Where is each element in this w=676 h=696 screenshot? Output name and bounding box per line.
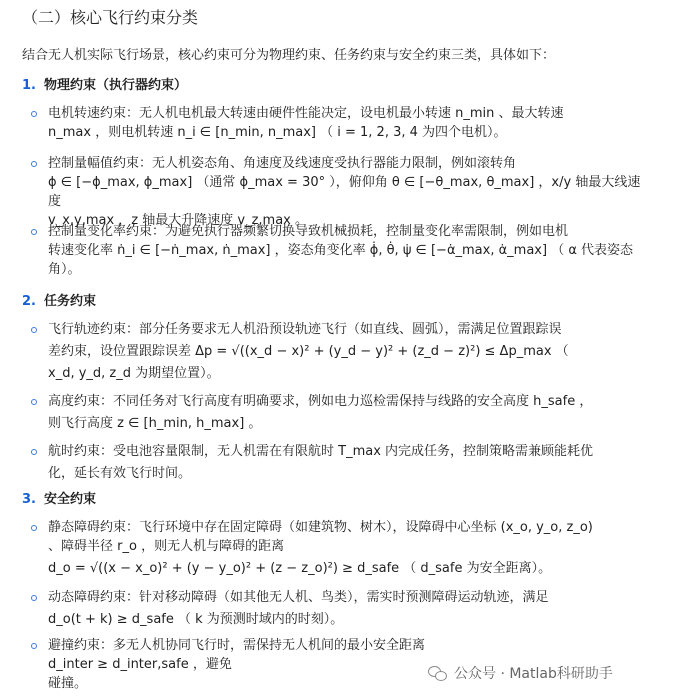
bullet-icon — [31, 327, 37, 333]
list-item-control-rate — [48, 222, 644, 279]
bullet-icon — [31, 399, 37, 405]
section-title: （二）核心飞行约束分类 — [22, 8, 199, 27]
item-line: ϕ ∈ [−ϕ_max, ϕ_max] （通常 ϕ_max = 30° ），俯仰角 θ ∈ [−θ_max, θ_max] ，x/y 轴最大线速度 — [48, 175, 641, 209]
category-number: 1. — [22, 78, 36, 93]
intro-paragraph: 结合无人机实际飞行场景，核心约束可分为物理约束、任务约束与安全约束三类，具体如下： — [22, 48, 556, 63]
watermark-text: 公众号 · Matlab科研助手 — [454, 665, 613, 682]
item-line: 化，延长有效飞行时间。 — [48, 466, 192, 481]
item-line: 航时约束：受电池容量限制，无人机需在有限航时 T_max 内完成任务，控制策略需兼顾能耗优 — [48, 444, 594, 459]
bullet-icon — [31, 161, 37, 167]
category-heading-physical — [22, 76, 187, 95]
item-line: 电机转速约束：无人机电机最大转速由硬件性能决定，设电机最小转速 n_min 、最大转速 — [48, 106, 564, 121]
list-item-altitude — [48, 392, 644, 433]
list-item-motor-speed — [48, 104, 644, 142]
item-line: 角）。 — [48, 262, 81, 277]
item-line: n_max ，则电机转速 n_i ∈ [n_min, n_max] （ i = 1, 2, 3, 4 为四个电机）。 — [48, 125, 507, 140]
wechat-icon — [428, 666, 448, 682]
item-line: 高度约束：不同任务对飞行高度有明确要求，例如电力巡检需保持与线路的安全高度 h_safe ， — [48, 394, 593, 409]
item-line: 控制量幅值约束：无人机姿态角、角速度及线速度受执行器能力限制，例如滚转角 — [48, 156, 517, 171]
category-heading-task — [22, 292, 96, 311]
item-line: x_d, y_d, z_d 为期望位置）。 — [48, 366, 220, 381]
item-line: 差约束，设位置跟踪误差 Δp = √((x_d − x)² + (y_d − y)² + (z_d − z)²) ≤ Δp_max （ — [48, 344, 569, 359]
category-title: 任务约束 — [43, 294, 96, 309]
category-title: 安全约束 — [43, 492, 96, 507]
category-number: 2. — [22, 294, 36, 309]
list-item-control-amplitude — [48, 154, 644, 230]
item-line: d_o(t + k) ≥ d_safe （ k 为预测时域内的时刻）。 — [48, 612, 344, 627]
item-line: 避撞约束：多无人机协同飞行时，需保持无人机间的最小安全距离 d_inter ≥ d_inter,safe ，避免 — [48, 638, 426, 672]
list-item-dynamic-obstacle — [48, 588, 644, 629]
bullet-icon — [31, 111, 37, 117]
item-line: 碰撞。 — [48, 676, 88, 691]
bullet-icon — [31, 229, 37, 235]
item-line: 则飞行高度 z ∈ [h_min, h_max] 。 — [48, 416, 262, 431]
bullet-icon — [31, 595, 37, 601]
item-line: d_o = √((x − x_o)² + (y − y_o)² + (z − z_o)²) ≥ d_safe （ d_safe 为安全距离）。 — [48, 561, 552, 576]
item-line: 控制量变化率约束：为避免执行器频繁切换导致机械损耗，控制量变化率需限制，例如电机 — [48, 224, 569, 239]
list-item-endurance — [48, 442, 644, 483]
item-line: v_x,y,max ，z 轴最大升降速度 v_z,max 。 — [48, 213, 308, 228]
category-title: 物理约束（执行器约束） — [43, 78, 187, 93]
bullet-icon — [31, 525, 37, 531]
watermark — [428, 662, 613, 686]
list-item-static-obstacle — [48, 518, 644, 578]
item-line: 飞行轨迹约束：部分任务要求无人机沿预设轨迹飞行（如直线、圆弧），需满足位置跟踪误 — [48, 322, 562, 337]
list-item-trajectory — [48, 320, 644, 383]
item-line: 动态障碍约束：针对移动障碍（如其他无人机、鸟类），需实时预测障碍运动轨迹，满足 — [48, 590, 549, 605]
bullet-icon — [31, 643, 37, 649]
item-line: 转速变化率 ṅ_i ∈ [−ṅ_max, ṅ_max] ，姿态角变化率 ϕ̇, θ̇, ψ̇ ∈ [−α̇_max, α̇_max] （ α 代表姿态 — [48, 243, 634, 258]
bullet-icon — [31, 449, 37, 455]
item-line: 、障碍半径 r_o ，则无人机与障碍的距离 — [48, 539, 285, 554]
item-line: 静态障碍约束：飞行环境中存在固定障碍（如建筑物、树木），设障碍中心坐标 (x_o, y_o, z_o) — [48, 520, 593, 535]
category-heading-safety — [22, 490, 96, 509]
category-number: 3. — [22, 492, 36, 507]
